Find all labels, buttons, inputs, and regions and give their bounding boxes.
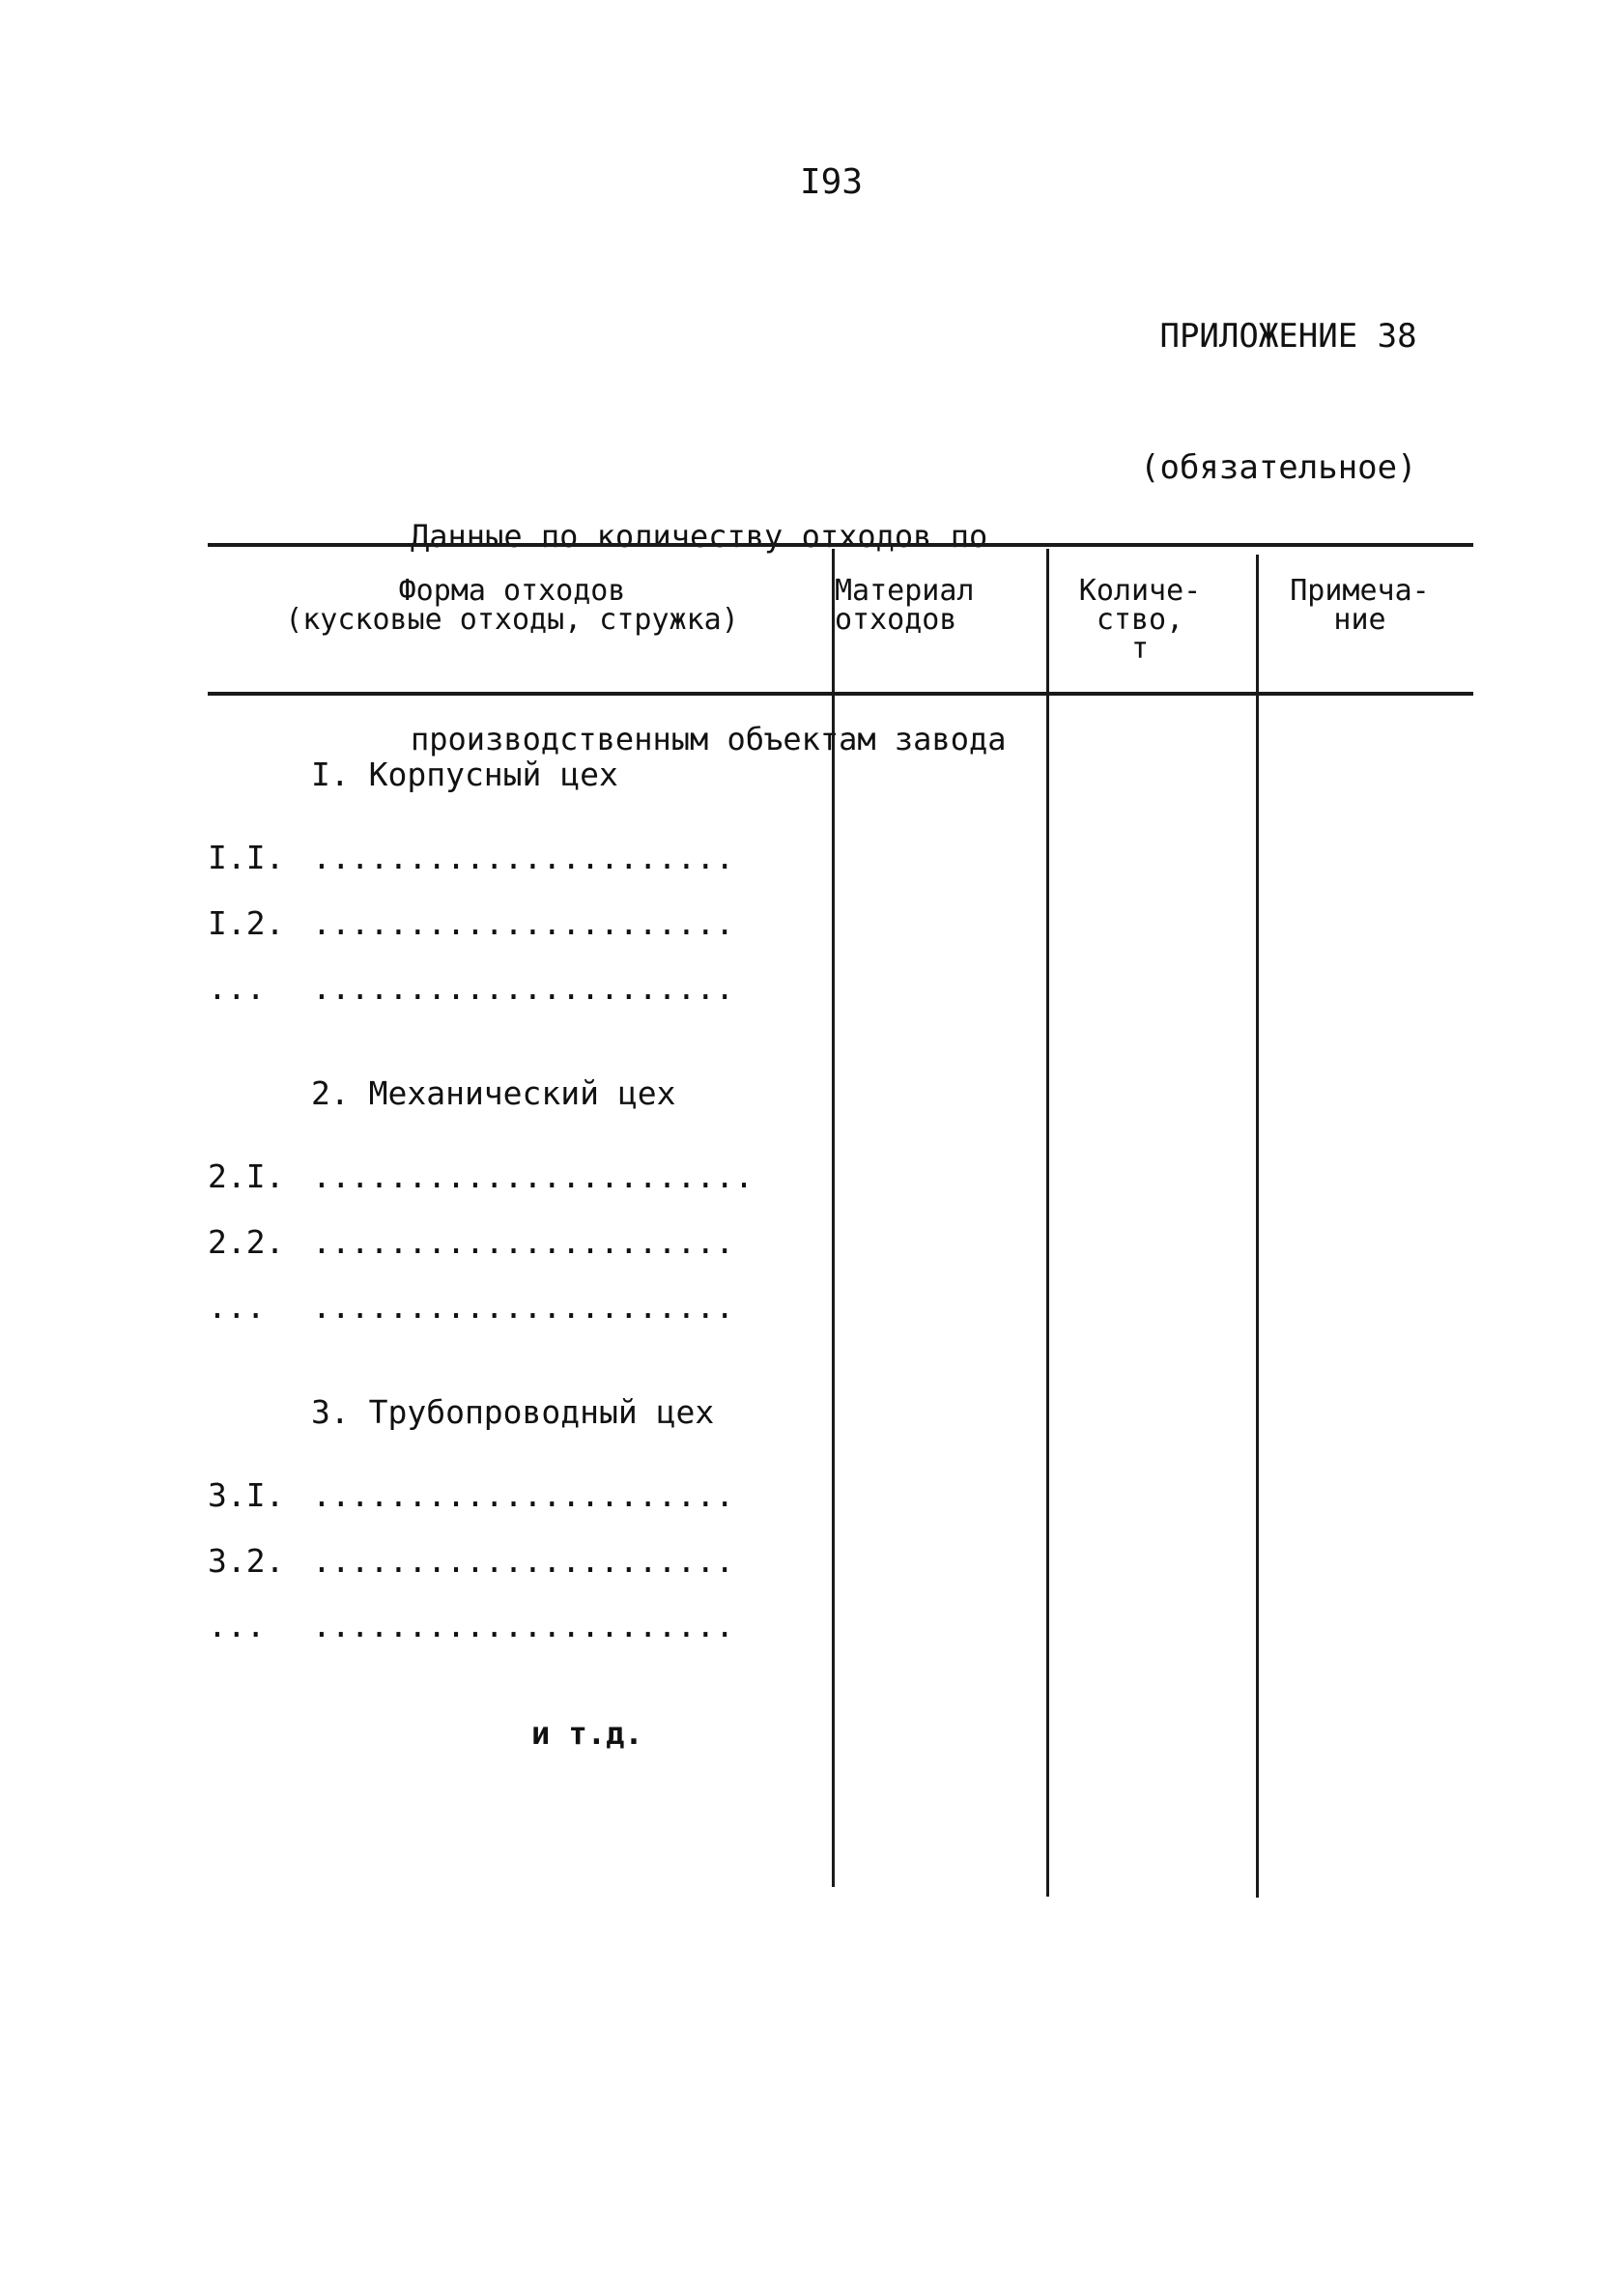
row-dots: ......................: [312, 1223, 735, 1261]
table-top-rule: [208, 543, 1473, 547]
table-row: [208, 1288, 734, 1326]
row-dots: ......................: [312, 969, 735, 1007]
document-title-line-1: Данные по количеству отходов по: [411, 518, 988, 555]
header-note: Примеча- ние: [1290, 574, 1430, 637]
row-dots: ......................: [312, 1476, 735, 1514]
header-quantity: Количе- ство, т: [1078, 574, 1202, 666]
table-row: [208, 904, 734, 942]
etc-note: и т.д.: [531, 1715, 643, 1752]
row-number: I.2.: [208, 904, 285, 942]
column-divider-3: [1256, 555, 1259, 1898]
document-title-line-2: производственным объектам завода: [411, 721, 1007, 757]
row-dots: ......................: [312, 839, 735, 876]
row-dots: ......................: [312, 904, 735, 942]
table-header-bottom-rule: [208, 692, 1473, 696]
row-dots: ......................: [312, 1607, 735, 1644]
table-row: [208, 1476, 734, 1514]
table-row: [208, 1157, 754, 1195]
appendix-title: ПРИЛОЖЕНИЕ 38: [1159, 317, 1417, 356]
header-waste-material: Материал отходов: [835, 574, 975, 637]
row-number: ...: [208, 969, 266, 1007]
table-row: [208, 839, 734, 876]
section-title: 2. Механический цех: [311, 1074, 676, 1112]
page-number: I93: [800, 162, 864, 202]
appendix-label: [1140, 232, 1417, 533]
column-divider-2: [1046, 549, 1049, 1897]
row-number: 2.I.: [208, 1157, 285, 1195]
appendix-subtitle: (обязательное): [1140, 448, 1417, 487]
row-number: ...: [208, 1288, 266, 1326]
header-waste-form: Форма отходов (кусковые отходы, стружка): [285, 574, 739, 637]
row-number: 3.2.: [208, 1542, 285, 1580]
row-number: I.I.: [208, 839, 285, 876]
row-number: 2.2.: [208, 1223, 285, 1261]
table-row: [208, 1542, 734, 1580]
section-title: 3. Трубопроводный цех: [311, 1393, 715, 1431]
table-row: [208, 969, 734, 1007]
row-dots: .......................: [312, 1157, 754, 1195]
table-row: [208, 1607, 734, 1644]
row-dots: ......................: [312, 1288, 735, 1326]
row-number: 3.I.: [208, 1476, 285, 1514]
row-dots: ......................: [312, 1542, 735, 1580]
table-row: [208, 1223, 734, 1261]
row-number: ...: [208, 1607, 266, 1644]
section-title: I. Корпусный цех: [311, 756, 618, 793]
column-divider-1: [832, 549, 835, 1887]
